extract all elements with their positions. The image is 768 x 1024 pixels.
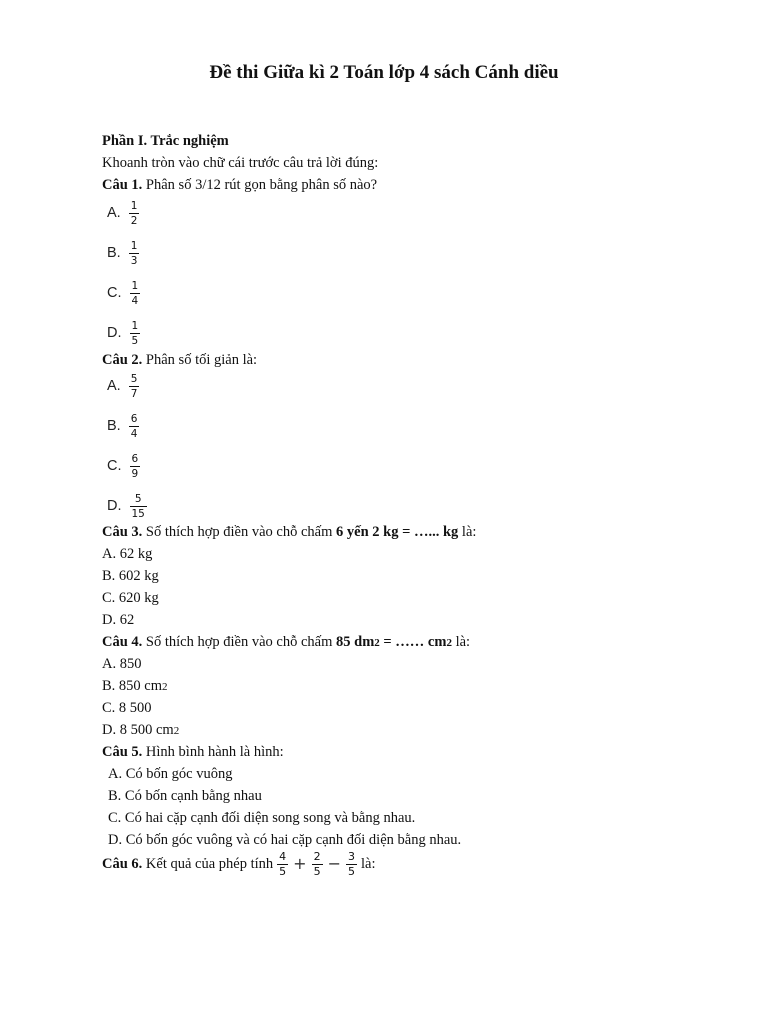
question-label: Câu 2. bbox=[102, 352, 143, 368]
q5-option-a: A. Có bốn góc vuông bbox=[108, 766, 233, 782]
question-label: Câu 1. bbox=[102, 177, 143, 193]
instruction-text: Khoanh tròn vào chữ cái trước câu trả lời đúng: bbox=[102, 155, 379, 171]
question-label: Câu 6. bbox=[102, 856, 143, 872]
question-3: Câu 3. Số thích hợp điền vào chỗ chấm 6 yến 2 kg = …... kg là: bbox=[102, 524, 477, 540]
q3-option-c: C. 620 kg bbox=[102, 590, 159, 606]
q3-option-d: D. 62 bbox=[102, 612, 135, 628]
q2-option-a: A. $\frac{5}{7}$ bbox=[107, 372, 138, 400]
fraction: $\frac{1}{4}$ bbox=[131, 279, 139, 307]
q2-option-b: B. $\frac{6}{4}$ bbox=[107, 412, 138, 440]
fraction: $\frac{1}{2}$ bbox=[130, 199, 138, 227]
fraction: $\frac{1}{5}$ bbox=[131, 319, 139, 347]
fraction: $\frac{4}{5}$ bbox=[279, 849, 287, 878]
q3-option-b: B. 602 kg bbox=[102, 568, 159, 584]
question-4: Câu 4. Số thích hợp điền vào chỗ chấm 85 dm2 = …… cm2 là: bbox=[102, 634, 471, 650]
q1-option-c: C. $\frac{1}{4}$ bbox=[107, 279, 139, 307]
q2-option-d: D. $\frac{5}{15}$ bbox=[107, 492, 145, 520]
section-heading: Phần I. Trắc nghiệm bbox=[102, 133, 229, 149]
q4-option-c: C. 8 500 bbox=[102, 700, 152, 716]
q1-option-a: A. $\frac{1}{2}$ bbox=[107, 199, 138, 227]
q1-option-b: B. $\frac{1}{3}$ bbox=[107, 239, 138, 267]
q1-option-d: D. $\frac{1}{5}$ bbox=[107, 319, 139, 347]
fraction-expression bbox=[277, 851, 357, 878]
q4-option-b: B. 850 cm2 bbox=[102, 678, 168, 694]
q4-option-d: D. 8 500 cm2 bbox=[102, 722, 180, 738]
q4-option-a: A. 850 bbox=[102, 656, 142, 672]
question-1: Câu 1. Phân số 3/12 rút gọn bằng phân số nào? bbox=[102, 177, 378, 193]
question-label: Câu 4. bbox=[102, 634, 143, 650]
q5-option-d: D. Có bốn góc vuông và có hai cặp cạnh đối diện bằng nhau. bbox=[108, 832, 462, 848]
fraction: $\frac{3}{5}$ bbox=[347, 849, 355, 878]
q5-option-c: C. Có hai cặp cạnh đối diện song song và bằng nhau. bbox=[108, 810, 416, 826]
fraction: $\frac{6}{9}$ bbox=[131, 452, 139, 480]
q2-option-c: C. $\frac{6}{9}$ bbox=[107, 452, 139, 480]
question-label: Câu 5. bbox=[102, 744, 143, 760]
fraction: $\frac{6}{4}$ bbox=[130, 412, 138, 440]
plus-sign: + bbox=[293, 854, 307, 873]
question-5: Câu 5. Hình bình hành là hình: bbox=[102, 744, 284, 760]
question-label: Câu 3. bbox=[102, 524, 143, 540]
fraction: $\frac{1}{3}$ bbox=[130, 239, 138, 267]
fraction: $\frac{5}{7}$ bbox=[130, 372, 138, 400]
page-title: Đề thi Giữa kì 2 Toán lớp 4 sách Cánh diều bbox=[209, 62, 559, 83]
question-2: Câu 2. Phân số tối giản là: bbox=[102, 352, 258, 368]
fraction: $\frac{2}{5}$ bbox=[313, 849, 321, 878]
fraction: $\frac{5}{15}$ bbox=[131, 492, 145, 520]
question-6: Câu 6. Kết quả của phép tính $\frac{4}{5}$ + $\frac{2}{5}$ − $\frac{3}{5}$ là: bbox=[102, 849, 376, 878]
q5-option-b: B. Có bốn cạnh bằng nhau bbox=[108, 788, 262, 804]
q3-option-a: A. 62 kg bbox=[102, 546, 153, 562]
minus-sign: − bbox=[327, 854, 341, 873]
